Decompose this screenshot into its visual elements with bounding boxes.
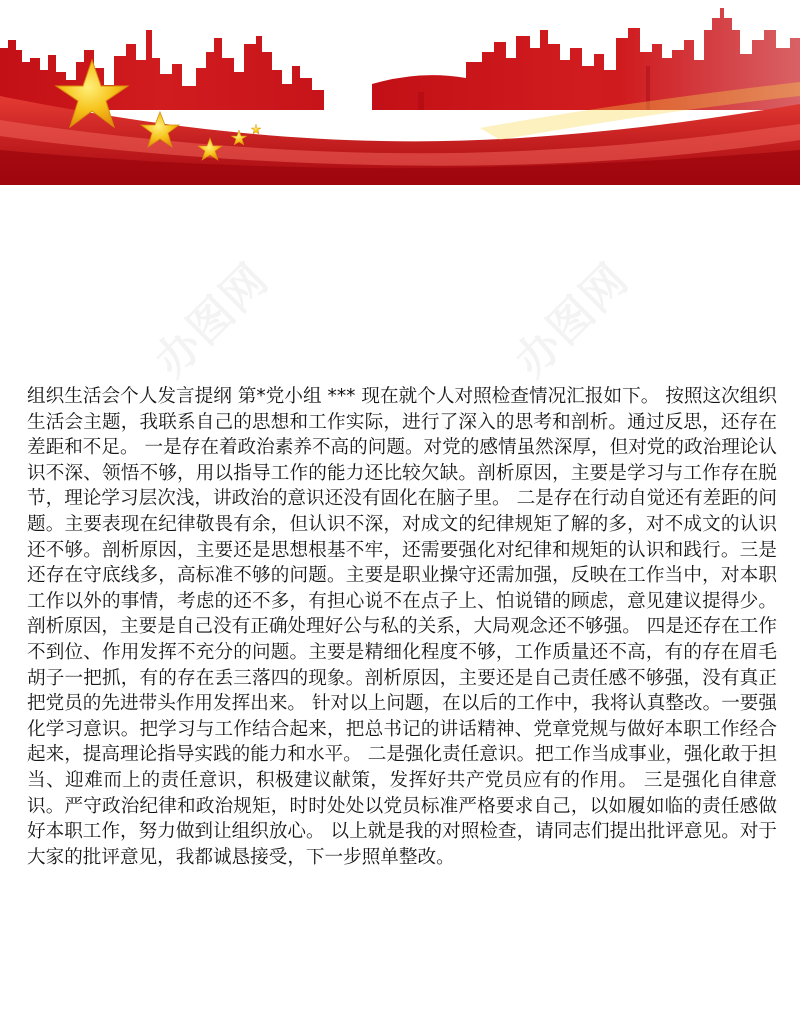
banner-graphic	[0, 0, 800, 185]
document-body: 组织生活会个人发言提纲 第*党小组 *** 现在就个人对照检查情况汇报如下。 按照这次组织生活会主题，我联系自己的思想和工作实际，进行了深入的思考和剖析。通过反思，还存在差距和不足。 一是存在着政治素养不高的问题。对党的感情虽然深厚，但对党的政治理论认识不深、领悟不够，用以指导工作的能力还比较欠缺。剖析原因，主要是学习与工作存在脱节，理论学习层次浅，讲政治的意识还没有固化在脑子里。 二是存在行动自觉还有差距的问题。主要表现在纪律敬畏有余，但认识不深，对成文的纪律规矩了解的多，对不成文的认识还不够。剖析原因，主要还是思想根基不牢，还需要强化对纪律和规矩的认识和践行。三是还存在守底线多，高标准不够的问题。主要是职业操守还需加强，反映在工作当中，对本职工作以外的事情，考虑的还不多，有担心说不在点子上、怕说错的顾虑，意见建议提得少。剖析原因，主要是自己没有正确处理好公与私的关系，大局观念还不够强。 四是还存在工作不到位、作用发挥不充分的问题。主要是精细化程度不够，工作质量还不高，有的存在眉毛胡子一把抓，有的存在丢三落四的现象。剖析原因，主要还是自己责任感不够强，没有真正把党员的先进带头作用发挥出来。 针对以上问题，在以后的工作中，我将认真整改。一要强化学习意识。把学习与工作结合起来，把总书记的讲话精神、党章党规与做好本职工作经合起来，提高理论指导实践的能力和水平。 二是强化责任意识。把工作当成事业，强化敢于担当、迎难而上的责任意识，积极建议献策，发挥好共产党员应有的作用。 三是强化自律意识。严守政治纪律和政治规矩，时时处处以党员标准严格要求自己，以如履如临的责任感做好本职工作，努力做到让组织放心。 以上就是我的对照检查，请同志们提出批评意见。对于大家的批评意见，我都诚恳接受，下一步照单整改。	[27, 386, 777, 868]
watermark	[498, 246, 641, 389]
watermark	[138, 246, 281, 389]
star-icon	[251, 124, 261, 134]
header-banner	[0, 0, 800, 185]
